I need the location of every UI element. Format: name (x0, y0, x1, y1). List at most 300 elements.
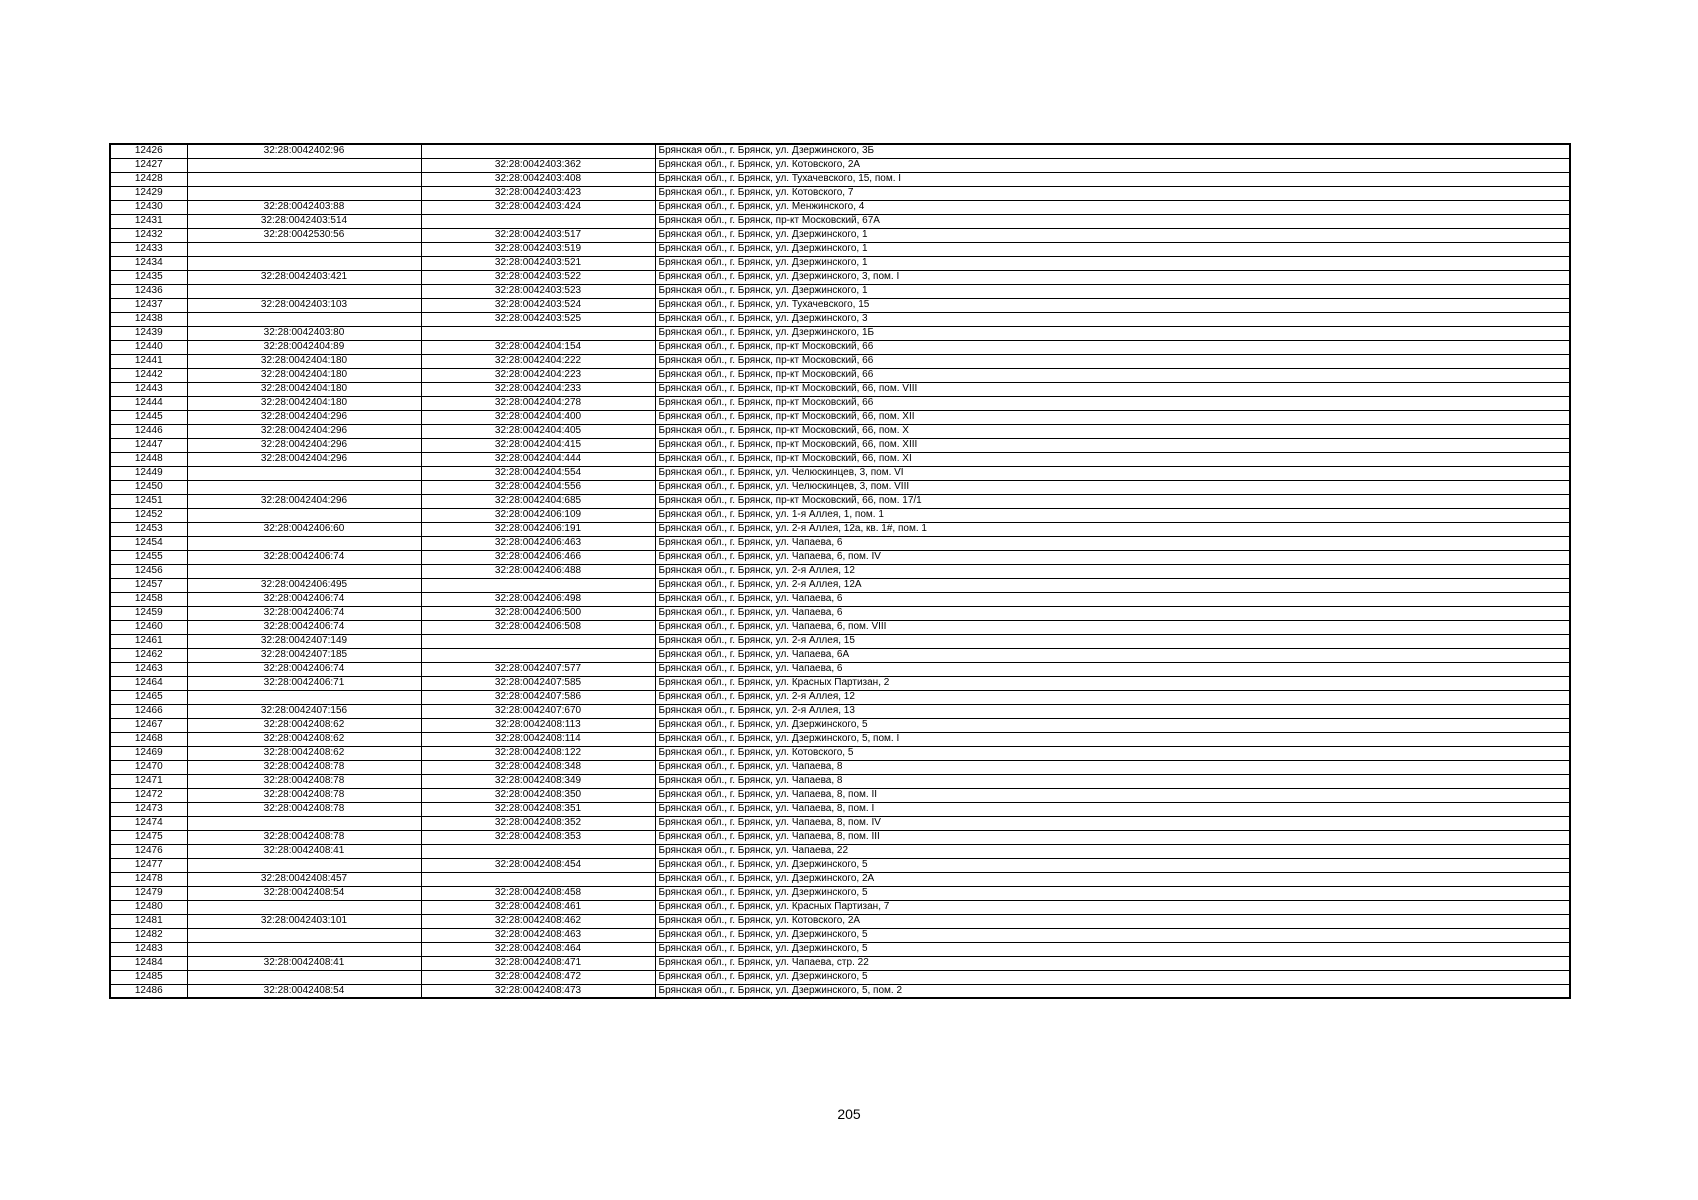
row-number-cell: 12454 (110, 536, 187, 550)
land-plot-cadastral-cell (187, 858, 421, 872)
row-number-cell: 12484 (110, 956, 187, 970)
object-cadastral-cell: 32:28:0042407:586 (421, 690, 655, 704)
address-cell: Брянская обл., г. Брянск, ул. Тухачевского, 15 (655, 298, 1570, 312)
table-row (110, 914, 1570, 928)
address-cell: Брянская обл., г. Брянск, ул. Чапаева, 6 (655, 536, 1570, 550)
land-plot-cadastral-cell: 32:28:0042408:78 (187, 760, 421, 774)
land-plot-cadastral-cell: 32:28:0042407:185 (187, 648, 421, 662)
row-number-cell: 12455 (110, 550, 187, 564)
address-cell: Брянская обл., г. Брянск, ул. 1-я Аллея, 1, пом. 1 (655, 508, 1570, 522)
table-row (110, 620, 1570, 634)
row-number-cell: 12474 (110, 816, 187, 830)
row-number-cell: 12428 (110, 172, 187, 186)
row-number-cell: 12435 (110, 270, 187, 284)
table-row (110, 718, 1570, 732)
table-body (110, 144, 1570, 998)
object-cadastral-cell: 32:28:0042406:500 (421, 606, 655, 620)
table-row (110, 774, 1570, 788)
table-row (110, 872, 1570, 886)
row-number-cell: 12426 (110, 144, 187, 158)
table-row (110, 788, 1570, 802)
row-number-cell: 12441 (110, 354, 187, 368)
cadastral-table (109, 143, 1571, 999)
land-plot-cadastral-cell: 32:28:0042404:296 (187, 424, 421, 438)
object-cadastral-cell: 32:28:0042404:154 (421, 340, 655, 354)
table-row (110, 802, 1570, 816)
land-plot-cadastral-cell: 32:28:0042403:88 (187, 200, 421, 214)
row-number-cell: 12480 (110, 900, 187, 914)
row-number-cell: 12473 (110, 802, 187, 816)
address-cell: Брянская обл., г. Брянск, ул. Дзержинского, 2А (655, 872, 1570, 886)
table-row (110, 480, 1570, 494)
land-plot-cadastral-cell (187, 536, 421, 550)
row-number-cell: 12485 (110, 970, 187, 984)
land-plot-cadastral-cell: 32:28:0042406:495 (187, 578, 421, 592)
object-cadastral-cell (421, 648, 655, 662)
row-number-cell: 12459 (110, 606, 187, 620)
table-row (110, 298, 1570, 312)
address-cell: Брянская обл., г. Брянск, ул. 2-я Аллея, 12а, кв. 1#, пом. 1 (655, 522, 1570, 536)
row-number-cell: 12445 (110, 410, 187, 424)
address-cell: Брянская обл., г. Брянск, ул. Чапаева, 8, пом. IV (655, 816, 1570, 830)
land-plot-cadastral-cell: 32:28:0042406:74 (187, 592, 421, 606)
table-row (110, 578, 1570, 592)
table-row (110, 550, 1570, 564)
land-plot-cadastral-cell (187, 186, 421, 200)
row-number-cell: 12461 (110, 634, 187, 648)
row-number-cell: 12460 (110, 620, 187, 634)
row-number-cell: 12429 (110, 186, 187, 200)
address-cell: Брянская обл., г. Брянск, ул. Чапаева, 6, пом. VIII (655, 620, 1570, 634)
address-cell: Брянская обл., г. Брянск, ул. Котовского, 5 (655, 746, 1570, 760)
object-cadastral-cell: 32:28:0042408:461 (421, 900, 655, 914)
address-cell: Брянская обл., г. Брянск, ул. Дзержинского, 3, пом. I (655, 270, 1570, 284)
object-cadastral-cell: 32:28:0042403:525 (421, 312, 655, 326)
object-cadastral-cell: 32:28:0042407:577 (421, 662, 655, 676)
address-cell: Брянская обл., г. Брянск, ул. Дзержинского, 5, пом. 2 (655, 984, 1570, 998)
address-cell: Брянская обл., г. Брянск, пр-кт Московский, 66 (655, 354, 1570, 368)
land-plot-cadastral-cell: 32:28:0042404:180 (187, 368, 421, 382)
land-plot-cadastral-cell: 32:28:0042408:457 (187, 872, 421, 886)
object-cadastral-cell: 32:28:0042406:498 (421, 592, 655, 606)
row-number-cell: 12479 (110, 886, 187, 900)
object-cadastral-cell: 32:28:0042404:685 (421, 494, 655, 508)
land-plot-cadastral-cell (187, 242, 421, 256)
object-cadastral-cell: 32:28:0042404:222 (421, 354, 655, 368)
land-plot-cadastral-cell: 32:28:0042403:80 (187, 326, 421, 340)
row-number-cell: 12463 (110, 662, 187, 676)
table-row (110, 592, 1570, 606)
address-cell: Брянская обл., г. Брянск, ул. Чапаева, 22 (655, 844, 1570, 858)
land-plot-cadastral-cell: 32:28:0042406:74 (187, 662, 421, 676)
land-plot-cadastral-cell: 32:28:0042404:180 (187, 396, 421, 410)
land-plot-cadastral-cell: 32:28:0042404:89 (187, 340, 421, 354)
object-cadastral-cell: 32:28:0042407:670 (421, 704, 655, 718)
land-plot-cadastral-cell: 32:28:0042406:74 (187, 620, 421, 634)
object-cadastral-cell: 32:28:0042406:488 (421, 564, 655, 578)
object-cadastral-cell: 32:28:0042403:519 (421, 242, 655, 256)
table-row (110, 466, 1570, 480)
row-number-cell: 12466 (110, 704, 187, 718)
object-cadastral-cell: 32:28:0042408:464 (421, 942, 655, 956)
table-row (110, 214, 1570, 228)
table-row (110, 816, 1570, 830)
address-cell: Брянская обл., г. Брянск, ул. Чапаева, 6 (655, 592, 1570, 606)
row-number-cell: 12465 (110, 690, 187, 704)
table-row (110, 690, 1570, 704)
table-row (110, 662, 1570, 676)
address-cell: Брянская обл., г. Брянск, ул. Дзержинского, 1 (655, 256, 1570, 270)
object-cadastral-cell: 32:28:0042408:353 (421, 830, 655, 844)
address-cell: Брянская обл., г. Брянск, ул. Дзержинского, 1Б (655, 326, 1570, 340)
address-cell: Брянская обл., г. Брянск, ул. Дзержинского, 5 (655, 942, 1570, 956)
address-cell: Брянская обл., г. Брянск, пр-кт Московский, 66, пом. XIII (655, 438, 1570, 452)
address-cell: Брянская обл., г. Брянск, ул. Чапаева, 6 (655, 606, 1570, 620)
table-row (110, 284, 1570, 298)
object-cadastral-cell: 32:28:0042408:472 (421, 970, 655, 984)
row-number-cell: 12449 (110, 466, 187, 480)
page-number: 205 (837, 1106, 861, 1122)
object-cadastral-cell: 32:28:0042408:471 (421, 956, 655, 970)
land-plot-cadastral-cell: 32:28:0042408:62 (187, 718, 421, 732)
object-cadastral-cell (421, 844, 655, 858)
address-cell: Брянская обл., г. Брянск, ул. Чапаева, стр. 22 (655, 956, 1570, 970)
address-cell: Брянская обл., г. Брянск, ул. Чапаева, 8, пом. I (655, 802, 1570, 816)
land-plot-cadastral-cell: 32:28:0042406:71 (187, 676, 421, 690)
land-plot-cadastral-cell: 32:28:0042407:156 (187, 704, 421, 718)
address-cell: Брянская обл., г. Брянск, ул. 2-я Аллея, 12 (655, 690, 1570, 704)
table-row (110, 326, 1570, 340)
row-number-cell: 12442 (110, 368, 187, 382)
table-row (110, 172, 1570, 186)
land-plot-cadastral-cell: 32:28:0042404:296 (187, 410, 421, 424)
address-cell: Брянская обл., г. Брянск, ул. Чапаева, 6А (655, 648, 1570, 662)
object-cadastral-cell: 32:28:0042407:585 (421, 676, 655, 690)
address-cell: Брянская обл., г. Брянск, пр-кт Московский, 66 (655, 368, 1570, 382)
land-plot-cadastral-cell (187, 158, 421, 172)
table-row (110, 354, 1570, 368)
row-number-cell: 12457 (110, 578, 187, 592)
table-row (110, 606, 1570, 620)
land-plot-cadastral-cell: 32:28:0042408:54 (187, 984, 421, 998)
land-plot-cadastral-cell (187, 970, 421, 984)
object-cadastral-cell: 32:28:0042404:444 (421, 452, 655, 466)
table-row (110, 844, 1570, 858)
row-number-cell: 12478 (110, 872, 187, 886)
row-number-cell: 12427 (110, 158, 187, 172)
row-number-cell: 12468 (110, 732, 187, 746)
address-cell: Брянская обл., г. Брянск, пр-кт Московский, 67А (655, 214, 1570, 228)
address-cell: Брянская обл., г. Брянск, ул. Менжинского, 4 (655, 200, 1570, 214)
land-plot-cadastral-cell: 32:28:0042404:296 (187, 452, 421, 466)
row-number-cell: 12430 (110, 200, 187, 214)
land-plot-cadastral-cell: 32:28:0042403:101 (187, 914, 421, 928)
table-row (110, 970, 1570, 984)
object-cadastral-cell: 32:28:0042408:349 (421, 774, 655, 788)
land-plot-cadastral-cell (187, 942, 421, 956)
object-cadastral-cell: 32:28:0042404:415 (421, 438, 655, 452)
land-plot-cadastral-cell: 32:28:0042403:421 (187, 270, 421, 284)
object-cadastral-cell (421, 872, 655, 886)
land-plot-cadastral-cell: 32:28:0042408:41 (187, 956, 421, 970)
address-cell: Брянская обл., г. Брянск, пр-кт Московский, 66 (655, 396, 1570, 410)
table-row (110, 900, 1570, 914)
address-cell: Брянская обл., г. Брянск, пр-кт Московский, 66, пом. XII (655, 410, 1570, 424)
row-number-cell: 12438 (110, 312, 187, 326)
land-plot-cadastral-cell (187, 690, 421, 704)
row-number-cell: 12448 (110, 452, 187, 466)
table-row (110, 452, 1570, 466)
table-row (110, 746, 1570, 760)
address-cell: Брянская обл., г. Брянск, ул. Чапаева, 8 (655, 774, 1570, 788)
object-cadastral-cell: 32:28:0042408:473 (421, 984, 655, 998)
table-row (110, 200, 1570, 214)
table-row (110, 522, 1570, 536)
address-cell: Брянская обл., г. Брянск, ул. Дзержинского, 1 (655, 284, 1570, 298)
land-plot-cadastral-cell: 32:28:0042408:54 (187, 886, 421, 900)
land-plot-cadastral-cell: 32:28:0042408:78 (187, 788, 421, 802)
row-number-cell: 12458 (110, 592, 187, 606)
land-plot-cadastral-cell: 32:28:0042406:74 (187, 606, 421, 620)
land-plot-cadastral-cell: 32:28:0042530:56 (187, 228, 421, 242)
row-number-cell: 12481 (110, 914, 187, 928)
row-number-cell: 12469 (110, 746, 187, 760)
object-cadastral-cell (421, 144, 655, 158)
object-cadastral-cell: 32:28:0042404:554 (421, 466, 655, 480)
object-cadastral-cell: 32:28:0042404:556 (421, 480, 655, 494)
object-cadastral-cell (421, 578, 655, 592)
row-number-cell: 12431 (110, 214, 187, 228)
table-row (110, 928, 1570, 942)
address-cell: Брянская обл., г. Брянск, ул. 2-я Аллея, 15 (655, 634, 1570, 648)
table-row (110, 228, 1570, 242)
land-plot-cadastral-cell: 32:28:0042403:103 (187, 298, 421, 312)
object-cadastral-cell: 32:28:0042404:400 (421, 410, 655, 424)
object-cadastral-cell: 32:28:0042408:350 (421, 788, 655, 802)
address-cell: Брянская обл., г. Брянск, ул. Дзержинского, 1 (655, 228, 1570, 242)
object-cadastral-cell: 32:28:0042404:405 (421, 424, 655, 438)
land-plot-cadastral-cell: 32:28:0042408:41 (187, 844, 421, 858)
land-plot-cadastral-cell: 32:28:0042407:149 (187, 634, 421, 648)
table-row (110, 760, 1570, 774)
table-row (110, 704, 1570, 718)
row-number-cell: 12436 (110, 284, 187, 298)
row-number-cell: 12475 (110, 830, 187, 844)
address-cell: Брянская обл., г. Брянск, ул. Красных Партизан, 7 (655, 900, 1570, 914)
row-number-cell: 12453 (110, 522, 187, 536)
land-plot-cadastral-cell: 32:28:0042408:78 (187, 802, 421, 816)
row-number-cell: 12439 (110, 326, 187, 340)
row-number-cell: 12462 (110, 648, 187, 662)
land-plot-cadastral-cell: 32:28:0042403:514 (187, 214, 421, 228)
land-plot-cadastral-cell: 32:28:0042404:180 (187, 354, 421, 368)
object-cadastral-cell: 32:28:0042408:463 (421, 928, 655, 942)
address-cell: Брянская обл., г. Брянск, ул. Котовского, 2А (655, 914, 1570, 928)
object-cadastral-cell: 32:28:0042408:113 (421, 718, 655, 732)
table-row (110, 984, 1570, 998)
table-row (110, 536, 1570, 550)
table-row (110, 564, 1570, 578)
object-cadastral-cell: 32:28:0042406:109 (421, 508, 655, 522)
address-cell: Брянская обл., г. Брянск, ул. Чапаева, 6 (655, 662, 1570, 676)
table-row (110, 368, 1570, 382)
table-row (110, 158, 1570, 172)
object-cadastral-cell: 32:28:0042406:508 (421, 620, 655, 634)
object-cadastral-cell: 32:28:0042404:223 (421, 368, 655, 382)
table-row (110, 648, 1570, 662)
row-number-cell: 12446 (110, 424, 187, 438)
address-cell: Брянская обл., г. Брянск, ул. Котовского, 2А (655, 158, 1570, 172)
land-plot-cadastral-cell: 32:28:0042408:78 (187, 830, 421, 844)
land-plot-cadastral-cell: 32:28:0042404:180 (187, 382, 421, 396)
table-row (110, 256, 1570, 270)
table-row (110, 396, 1570, 410)
land-plot-cadastral-cell: 32:28:0042408:78 (187, 774, 421, 788)
row-number-cell: 12443 (110, 382, 187, 396)
address-cell: Брянская обл., г. Брянск, ул. 2-я Аллея, 12 (655, 564, 1570, 578)
address-cell: Брянская обл., г. Брянск, ул. Тухачевского, 15, пом. I (655, 172, 1570, 186)
table-row (110, 382, 1570, 396)
land-plot-cadastral-cell (187, 928, 421, 942)
object-cadastral-cell: 32:28:0042403:362 (421, 158, 655, 172)
object-cadastral-cell: 32:28:0042406:191 (421, 522, 655, 536)
row-number-cell: 12456 (110, 564, 187, 578)
land-plot-cadastral-cell: 32:28:0042406:60 (187, 522, 421, 536)
address-cell: Брянская обл., г. Брянск, пр-кт Московский, 66, пом. X (655, 424, 1570, 438)
land-plot-cadastral-cell: 32:28:0042402:96 (187, 144, 421, 158)
land-plot-cadastral-cell: 32:28:0042408:62 (187, 732, 421, 746)
table-row (110, 676, 1570, 690)
address-cell: Брянская обл., г. Брянск, ул. 2-я Аллея, 12А (655, 578, 1570, 592)
object-cadastral-cell: 32:28:0042403:423 (421, 186, 655, 200)
address-cell: Брянская обл., г. Брянск, ул. Чапаева, 8, пом. III (655, 830, 1570, 844)
land-plot-cadastral-cell (187, 508, 421, 522)
row-number-cell: 12452 (110, 508, 187, 522)
address-cell: Брянская обл., г. Брянск, ул. Дзержинского, 3 (655, 312, 1570, 326)
row-number-cell: 12444 (110, 396, 187, 410)
object-cadastral-cell: 32:28:0042408:352 (421, 816, 655, 830)
table-row (110, 508, 1570, 522)
address-cell: Брянская обл., г. Брянск, ул. Дзержинского, 3Б (655, 144, 1570, 158)
table-row (110, 242, 1570, 256)
object-cadastral-cell: 32:28:0042408:458 (421, 886, 655, 900)
land-plot-cadastral-cell (187, 256, 421, 270)
address-cell: Брянская обл., г. Брянск, пр-кт Московский, 66, пом. VIII (655, 382, 1570, 396)
row-number-cell: 12437 (110, 298, 187, 312)
address-cell: Брянская обл., г. Брянск, ул. Чапаева, 6, пом. IV (655, 550, 1570, 564)
address-cell: Брянская обл., г. Брянск, ул. 2-я Аллея, 13 (655, 704, 1570, 718)
table-row (110, 942, 1570, 956)
table-row (110, 340, 1570, 354)
address-cell: Брянская обл., г. Брянск, ул. Дзержинского, 5 (655, 718, 1570, 732)
row-number-cell: 12471 (110, 774, 187, 788)
address-cell: Брянская обл., г. Брянск, ул. Дзержинского, 5 (655, 970, 1570, 984)
land-plot-cadastral-cell: 32:28:0042404:296 (187, 494, 421, 508)
object-cadastral-cell: 32:28:0042408:114 (421, 732, 655, 746)
table-row (110, 144, 1570, 158)
row-number-cell: 12483 (110, 942, 187, 956)
table-row (110, 410, 1570, 424)
table-row (110, 886, 1570, 900)
table-row (110, 438, 1570, 452)
object-cadastral-cell: 32:28:0042403:522 (421, 270, 655, 284)
address-cell: Брянская обл., г. Брянск, ул. Дзержинского, 5 (655, 886, 1570, 900)
object-cadastral-cell: 32:28:0042404:278 (421, 396, 655, 410)
land-plot-cadastral-cell (187, 312, 421, 326)
address-cell: Брянская обл., г. Брянск, ул. Челюскинцев, 3, пом. VI (655, 466, 1570, 480)
table-row (110, 186, 1570, 200)
object-cadastral-cell: 32:28:0042406:463 (421, 536, 655, 550)
land-plot-cadastral-cell (187, 564, 421, 578)
land-plot-cadastral-cell: 32:28:0042406:74 (187, 550, 421, 564)
object-cadastral-cell: 32:28:0042403:408 (421, 172, 655, 186)
table-row (110, 312, 1570, 326)
row-number-cell: 12433 (110, 242, 187, 256)
land-plot-cadastral-cell (187, 816, 421, 830)
land-plot-cadastral-cell (187, 900, 421, 914)
address-cell: Брянская обл., г. Брянск, ул. Дзержинского, 5, пом. I (655, 732, 1570, 746)
object-cadastral-cell: 32:28:0042404:233 (421, 382, 655, 396)
object-cadastral-cell: 32:28:0042408:454 (421, 858, 655, 872)
object-cadastral-cell: 32:28:0042408:462 (421, 914, 655, 928)
table-row (110, 732, 1570, 746)
object-cadastral-cell: 32:28:0042408:351 (421, 802, 655, 816)
row-number-cell: 12447 (110, 438, 187, 452)
address-cell: Брянская обл., г. Брянск, пр-кт Московский, 66, пом. XI (655, 452, 1570, 466)
land-plot-cadastral-cell (187, 480, 421, 494)
address-cell: Брянская обл., г. Брянск, ул. Дзержинского, 5 (655, 928, 1570, 942)
row-number-cell: 12477 (110, 858, 187, 872)
address-cell: Брянская обл., г. Брянск, ул. Котовского, 7 (655, 186, 1570, 200)
land-plot-cadastral-cell: 32:28:0042408:62 (187, 746, 421, 760)
object-cadastral-cell: 32:28:0042408:348 (421, 760, 655, 774)
row-number-cell: 12434 (110, 256, 187, 270)
address-cell: Брянская обл., г. Брянск, пр-кт Московский, 66 (655, 340, 1570, 354)
object-cadastral-cell (421, 326, 655, 340)
object-cadastral-cell: 32:28:0042403:517 (421, 228, 655, 242)
object-cadastral-cell (421, 214, 655, 228)
row-number-cell: 12476 (110, 844, 187, 858)
address-cell: Брянская обл., г. Брянск, пр-кт Московский, 66, пом. 17/1 (655, 494, 1570, 508)
table-row (110, 424, 1570, 438)
row-number-cell: 12470 (110, 760, 187, 774)
table-row (110, 830, 1570, 844)
address-cell: Брянская обл., г. Брянск, ул. Дзержинского, 1 (655, 242, 1570, 256)
land-plot-cadastral-cell (187, 466, 421, 480)
object-cadastral-cell: 32:28:0042403:521 (421, 256, 655, 270)
object-cadastral-cell: 32:28:0042403:523 (421, 284, 655, 298)
address-cell: Брянская обл., г. Брянск, ул. Чапаева, 8, пом. II (655, 788, 1570, 802)
table-row (110, 270, 1570, 284)
object-cadastral-cell: 32:28:0042403:524 (421, 298, 655, 312)
table-row (110, 858, 1570, 872)
land-plot-cadastral-cell: 32:28:0042404:296 (187, 438, 421, 452)
land-plot-cadastral-cell (187, 284, 421, 298)
table-row (110, 634, 1570, 648)
object-cadastral-cell: 32:28:0042403:424 (421, 200, 655, 214)
object-cadastral-cell (421, 634, 655, 648)
land-plot-cadastral-cell (187, 172, 421, 186)
address-cell: Брянская обл., г. Брянск, ул. Красных Партизан, 2 (655, 676, 1570, 690)
object-cadastral-cell: 32:28:0042406:466 (421, 550, 655, 564)
table-row (110, 956, 1570, 970)
address-cell: Брянская обл., г. Брянск, ул. Челюскинцев, 3, пом. VIII (655, 480, 1570, 494)
row-number-cell: 12486 (110, 984, 187, 998)
address-cell: Брянская обл., г. Брянск, ул. Чапаева, 8 (655, 760, 1570, 774)
row-number-cell: 12482 (110, 928, 187, 942)
row-number-cell: 12450 (110, 480, 187, 494)
row-number-cell: 12472 (110, 788, 187, 802)
